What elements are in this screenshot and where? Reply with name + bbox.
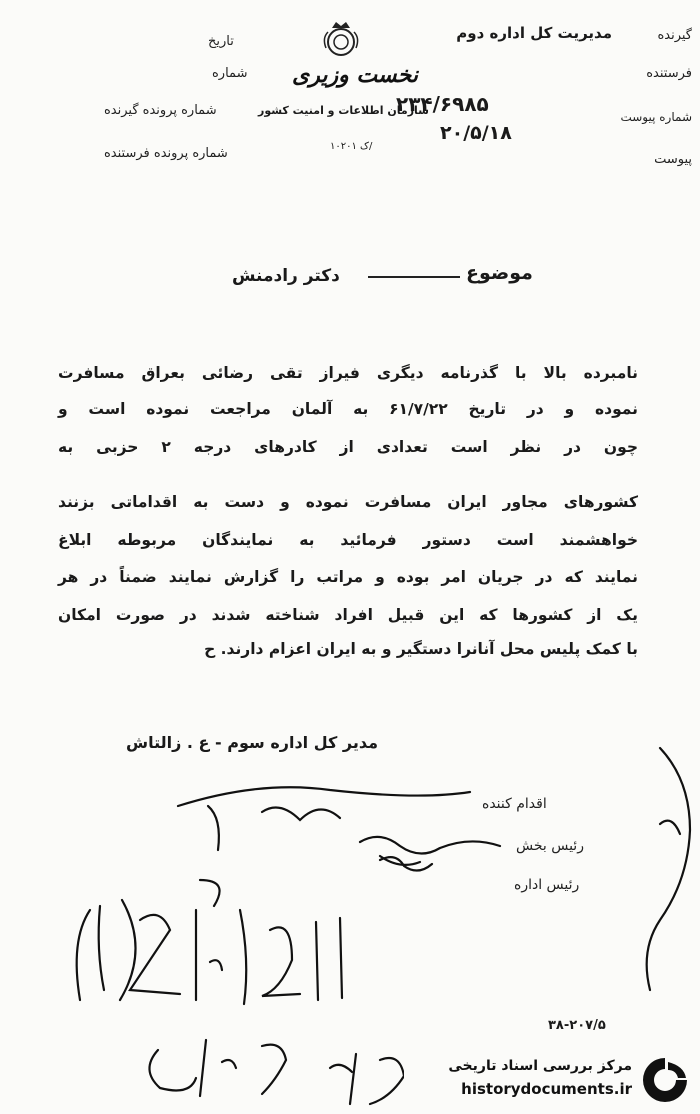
recipient-label: گیرنده: [657, 28, 692, 43]
date-label: تاریخ: [208, 34, 234, 49]
office-head-label: رئیس اداره: [514, 877, 580, 893]
organization-stamp: سازمان اطلاعات و امنیت کشور: [258, 104, 429, 117]
letter-number: ۲۳۴/۶۹۸۵: [396, 92, 489, 116]
body-line-2: نموده و در تاریخ ۶۱/۷/۲۲ به آلمان مراجعت نموده است و: [58, 400, 639, 418]
office-name: نخست وزیری: [292, 62, 418, 88]
archive-name: مرکز بررسی اسناد تاریخی: [448, 1058, 632, 1074]
sender-file-label: شماره پرونده فرستنده: [104, 146, 228, 161]
body-line-5: خواهشمند است دستور فرمائید به نمایندگان مربوطه ابلاغ: [58, 531, 638, 549]
body-line-4: کشورهای مجاور ایران مسافرت نموده و دست به اقداماتی بزنند: [58, 493, 638, 511]
attachment-number-label: شماره پیوست: [620, 110, 692, 124]
body-line-6: نمایند که در جریان امر بوده و مراتب را گزارش نمایند ضمناً در هر: [58, 568, 638, 586]
body-line-8: با کمک پلیس محل آنانرا دستگیر و به ایران اعزام دارند. ح: [204, 640, 638, 658]
sender-label: فرستنده: [646, 66, 692, 81]
archive-watermark: [404, 1054, 692, 1106]
recipient-file-label: شماره پرونده گیرنده: [104, 103, 217, 118]
body-line-3: چون در نظر است تعدادی از کادرهای درجه ۲ حزبی به: [58, 438, 639, 456]
body-line-7: یک از کشورها که این قبیل افراد شناخته شدند در صورت امکان: [58, 606, 638, 624]
section-head-label: رئیس بخش: [516, 838, 584, 854]
archive-website: historydocuments.ir: [461, 1080, 632, 1098]
body-line-1: نامبرده بالا با گذرنامه دیگری فیراز تقی رضائی بعراق مسافرت: [58, 364, 638, 382]
executor-label: اقدام کننده: [482, 796, 547, 812]
reference-code: ک ۱۰۲۰۱/: [330, 141, 373, 152]
number-label: شماره: [212, 66, 248, 81]
subject-label: موضوع: [466, 262, 533, 284]
signatory: مدیر کل اداره سوم - ع . زالتاش: [126, 733, 378, 752]
margin-code: ۳۸-۲۰۷/۵: [548, 1018, 606, 1033]
archive-logo-icon: [640, 1056, 690, 1104]
recipient-value: مدیریت کل اداره دوم: [456, 24, 612, 42]
subject-value: دکتر رادمنش: [232, 266, 340, 286]
letter-date: ۲۰/۵/۱۸: [440, 122, 512, 144]
attachment-label: پیوست: [654, 152, 692, 167]
